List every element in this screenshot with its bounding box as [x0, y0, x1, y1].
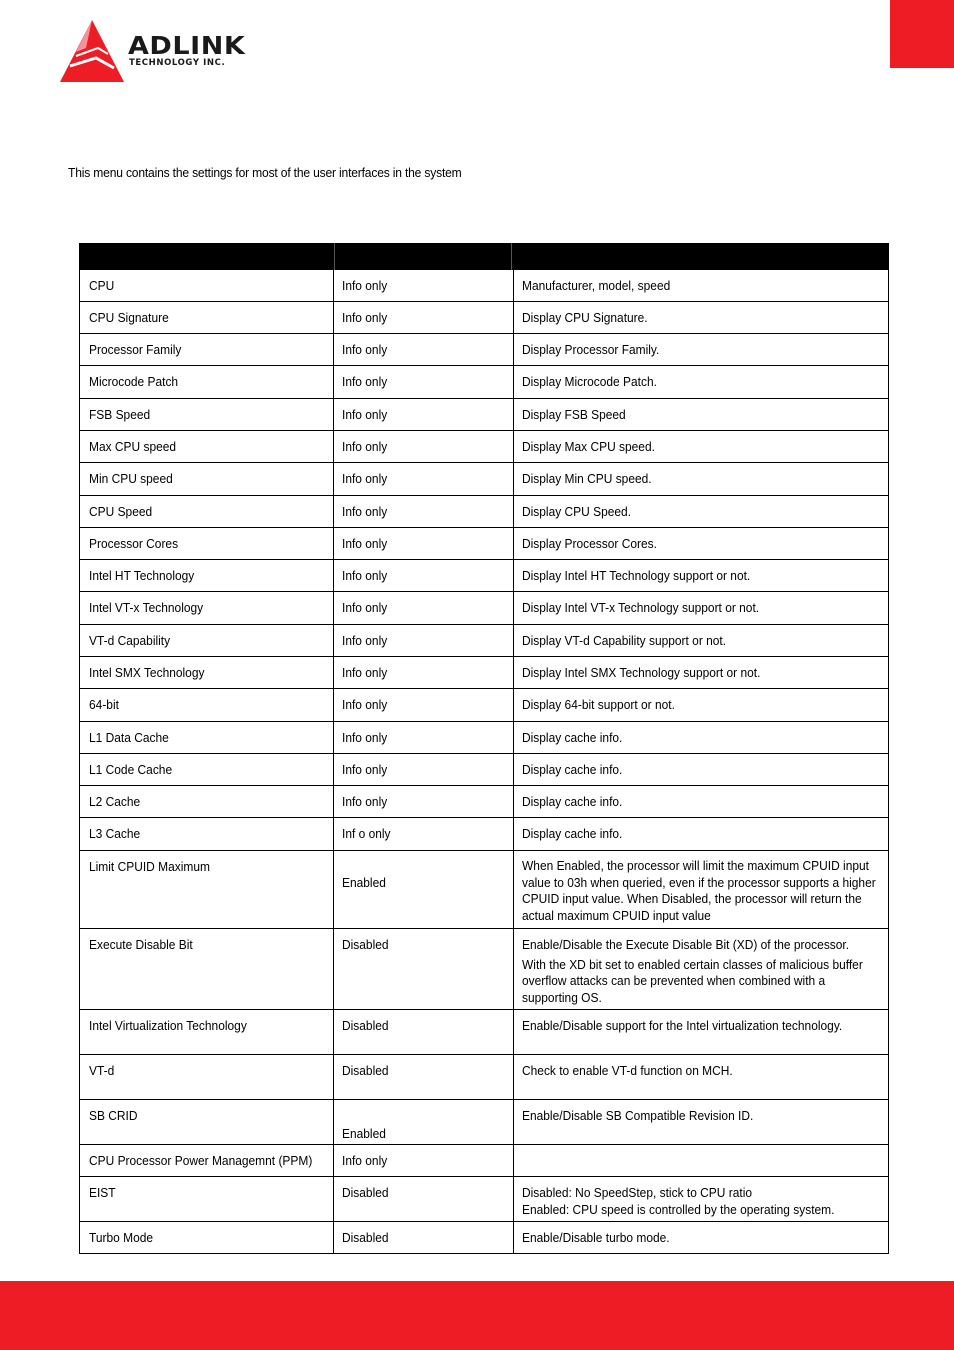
- feature-cell: [80, 689, 334, 721]
- feature-cell-text: L1 Code Cache: [89, 762, 173, 777]
- option-cell: [334, 334, 514, 365]
- intro-text: This menu contains the settings for most of the user interfaces in the system: [68, 165, 462, 180]
- table-row: [80, 334, 888, 366]
- feature-cell: [80, 722, 334, 753]
- description-cell-text: Display CPU Speed.: [522, 504, 632, 519]
- feature-cell: [80, 1145, 334, 1176]
- description-cell: [514, 754, 888, 785]
- feature-cell-text: Intel HT Technology: [89, 568, 195, 583]
- description-cell-text: Manufacturer, model, speed: [522, 278, 671, 293]
- description-cell: [514, 1177, 888, 1221]
- description-cell-text: Display VT-d Capability support or not.: [522, 633, 727, 648]
- description-cell: [514, 786, 888, 817]
- option-cell: [334, 270, 514, 301]
- option-cell-text: Disabled: [342, 937, 389, 952]
- description-cell-text: Display Intel HT Technology support or not.: [522, 568, 751, 583]
- description-cell-text: Display Intel VT-x Technology support or not.: [522, 600, 760, 615]
- option-cell-text: Enabled: [342, 1126, 386, 1141]
- header-cell-description: [512, 243, 888, 270]
- description-cell: [514, 592, 888, 624]
- description-cell: [514, 657, 888, 688]
- table-row: [80, 496, 888, 528]
- description-cell-text: Display CPU Signature.: [522, 310, 648, 325]
- table-row: [80, 1010, 888, 1055]
- feature-cell-text: EIST: [89, 1185, 116, 1200]
- option-cell: [334, 1177, 514, 1221]
- table-row: [80, 1055, 888, 1100]
- logo-subtitle: TECHNOLOGY INC.: [129, 58, 226, 68]
- option-cell: [334, 818, 514, 850]
- description-cell-text-2: With the XD bit set to enabled certain classes of malicious buffer overflow attacks can be prevented when combined with a supporting OS.: [522, 956, 863, 1005]
- option-cell: [334, 851, 514, 928]
- description-cell: [514, 496, 888, 527]
- feature-cell: [80, 1100, 334, 1144]
- option-cell: [334, 592, 514, 624]
- description-cell: [514, 851, 888, 928]
- table-header-row: [80, 243, 888, 270]
- description-cell: [514, 560, 888, 591]
- description-cell-text: Display cache info.: [522, 826, 623, 841]
- feature-cell-text: VT-d: [89, 1063, 115, 1078]
- table-row: [80, 431, 888, 463]
- description-cell: [514, 929, 888, 1009]
- table-body: [80, 270, 888, 1254]
- option-cell-text: Disabled: [342, 1063, 389, 1078]
- table-row: [80, 302, 888, 334]
- option-cell: [334, 689, 514, 721]
- feature-cell: [80, 1010, 334, 1054]
- option-cell: [334, 496, 514, 527]
- option-cell: [334, 463, 514, 495]
- logo-triangle-icon: [56, 18, 126, 86]
- logo-wordmark: ADLINK: [128, 31, 246, 60]
- table-row: [80, 786, 888, 818]
- table-row: [80, 1177, 888, 1222]
- option-cell-text: Info only: [342, 1153, 388, 1168]
- option-cell: [334, 1055, 514, 1099]
- table-row: [80, 929, 888, 1010]
- option-cell: [334, 786, 514, 817]
- header-cell-feature: [80, 243, 335, 270]
- feature-cell-text: FSB Speed: [89, 407, 151, 422]
- feature-cell-text: SB CRID: [89, 1108, 138, 1123]
- option-cell-text: Info only: [342, 633, 388, 648]
- corner-tab: [890, 0, 954, 68]
- description-cell: [514, 399, 888, 430]
- description-cell-text: Display Intel SMX Technology support or not.: [522, 665, 761, 680]
- description-cell-text: Check to enable VT-d function on MCH.: [522, 1063, 733, 1078]
- option-cell: [334, 560, 514, 591]
- table-row: [80, 722, 888, 754]
- table-row: [80, 528, 888, 560]
- description-cell-text: Display Microcode Patch.: [522, 374, 657, 389]
- table-row: [80, 657, 888, 689]
- option-cell-text: Info only: [342, 342, 388, 357]
- description-cell: [514, 625, 888, 656]
- option-cell: [334, 302, 514, 333]
- table-row: [80, 399, 888, 431]
- option-cell: [334, 1145, 514, 1176]
- feature-cell: [80, 818, 334, 850]
- table-row: [80, 1100, 888, 1145]
- description-cell-text: When Enabled, the processor will limit the maximum CPUID input value to 03h when queried, even if the processor supports a higher CPUID input value. When Disabled, the processor will return the actual maximum CPUID input value: [522, 858, 876, 923]
- table-row: [80, 754, 888, 786]
- description-cell: [514, 818, 888, 850]
- option-cell-text: Info only: [342, 536, 388, 551]
- option-cell: [334, 1010, 514, 1054]
- option-cell: [334, 754, 514, 785]
- option-cell-text: Info only: [342, 278, 388, 293]
- option-cell: [334, 399, 514, 430]
- adlink-logo: [56, 18, 276, 88]
- option-cell-text: Disabled: [342, 1230, 389, 1245]
- feature-cell: [80, 399, 334, 430]
- description-cell: [514, 302, 888, 333]
- option-cell-text: Info only: [342, 665, 388, 680]
- settings-table: [79, 243, 889, 1254]
- option-cell-text: Info only: [342, 697, 388, 712]
- option-cell: [334, 625, 514, 656]
- feature-cell: [80, 851, 334, 928]
- description-cell-text: Enable/Disable the Execute Disable Bit (XD) of the processor.: [522, 937, 850, 952]
- feature-cell: [80, 1055, 334, 1099]
- table-row: [80, 1222, 888, 1254]
- feature-cell-text: L3 Cache: [89, 826, 141, 841]
- description-cell: [514, 1055, 888, 1099]
- description-cell: [514, 1100, 888, 1144]
- option-cell-text: Disabled: [342, 1018, 389, 1033]
- option-cell: [334, 722, 514, 753]
- feature-cell-text: Intel Virtualization Technology: [89, 1018, 247, 1033]
- feature-cell-text: Intel VT-x Technology: [89, 600, 204, 615]
- feature-cell: [80, 270, 334, 301]
- description-cell-text: Display Max CPU speed.: [522, 439, 655, 454]
- feature-cell: [80, 754, 334, 785]
- description-cell-text: Display Min CPU speed.: [522, 471, 652, 486]
- description-cell-text: Display cache info.: [522, 730, 623, 745]
- description-cell-text: Display 64-bit support or not.: [522, 697, 675, 712]
- option-cell-text: Info only: [342, 730, 388, 745]
- feature-cell-text: CPU: [89, 278, 115, 293]
- header-cell-option: [335, 243, 512, 270]
- option-cell: [334, 366, 514, 398]
- feature-cell-text: CPU Speed: [89, 504, 153, 519]
- description-cell: [514, 1222, 888, 1253]
- description-cell: [514, 528, 888, 559]
- option-cell-text: Info only: [342, 439, 388, 454]
- option-cell-text: Info only: [342, 568, 388, 583]
- option-cell-text: Info only: [342, 310, 388, 325]
- feature-cell-text: L1 Data Cache: [89, 730, 169, 745]
- option-cell-text: Info only: [342, 374, 388, 389]
- option-cell: [334, 929, 514, 1009]
- feature-cell: [80, 496, 334, 527]
- option-cell: [334, 1222, 514, 1253]
- feature-cell: [80, 592, 334, 624]
- table-row: [80, 818, 888, 851]
- feature-cell-text: Max CPU speed: [89, 439, 177, 454]
- feature-cell-text: Processor Family: [89, 342, 182, 357]
- description-cell-text: Enable/Disable turbo mode.: [522, 1230, 670, 1245]
- option-cell: [334, 528, 514, 559]
- table-row: [80, 366, 888, 399]
- feature-cell: [80, 929, 334, 1009]
- option-cell-text: Info only: [342, 600, 388, 615]
- description-cell-text: Enable/Disable SB Compatible Revision ID.: [522, 1108, 754, 1123]
- feature-cell: [80, 366, 334, 398]
- feature-cell-text: Processor Cores: [89, 536, 179, 551]
- description-cell-text: Display Processor Family.: [522, 342, 660, 357]
- description-cell-text: Display FSB Speed: [522, 407, 626, 422]
- option-cell: [334, 657, 514, 688]
- table-row: [80, 592, 888, 625]
- description-cell: [514, 1010, 888, 1054]
- option-cell: [334, 431, 514, 462]
- feature-cell: [80, 786, 334, 817]
- table-row: [80, 851, 888, 929]
- table-row: [80, 463, 888, 496]
- option-cell-text: Inf o only: [342, 826, 391, 841]
- description-cell-text: Display cache info.: [522, 794, 623, 809]
- table-row: [80, 1145, 888, 1177]
- feature-cell-text: Min CPU speed: [89, 471, 173, 486]
- feature-cell: [80, 431, 334, 462]
- table-row: [80, 625, 888, 657]
- table-row: [80, 270, 888, 302]
- feature-cell-text: L2 Cache: [89, 794, 141, 809]
- description-cell: [514, 722, 888, 753]
- feature-cell: [80, 302, 334, 333]
- description-cell: [514, 463, 888, 495]
- feature-cell-text: Limit CPUID Maximum: [89, 859, 210, 874]
- description-cell: [514, 366, 888, 398]
- feature-cell: [80, 334, 334, 365]
- description-cell: [514, 270, 888, 301]
- description-cell: [514, 689, 888, 721]
- feature-cell: [80, 625, 334, 656]
- feature-cell-text: Turbo Mode: [89, 1230, 154, 1245]
- description-cell: [514, 1145, 888, 1176]
- feature-cell: [80, 463, 334, 495]
- description-cell: [514, 334, 888, 365]
- description-cell-text: Display Processor Cores.: [522, 536, 657, 551]
- feature-cell-text: 64-bit: [89, 697, 119, 712]
- option-cell-text: Info only: [342, 504, 388, 519]
- footer-band: [0, 1281, 954, 1350]
- feature-cell-text: CPU Signature: [89, 310, 169, 325]
- description-cell-text: Display cache info.: [522, 762, 623, 777]
- option-cell-text: Disabled: [342, 1185, 389, 1200]
- option-cell-text: Info only: [342, 471, 388, 486]
- feature-cell-text: Intel SMX Technology: [89, 665, 205, 680]
- description-cell-text-2: Enabled: CPU speed is controlled by the operating system.: [522, 1201, 835, 1217]
- feature-cell-text: Microcode Patch: [89, 374, 179, 389]
- table-row: [80, 560, 888, 592]
- table-row: [80, 689, 888, 722]
- feature-cell-text: Execute Disable Bit: [89, 937, 193, 952]
- description-cell-text: Disabled: No SpeedStep, stick to CPU ratio: [522, 1185, 753, 1200]
- feature-cell: [80, 657, 334, 688]
- feature-cell-text: VT-d Capability: [89, 633, 171, 648]
- option-cell-text: Info only: [342, 407, 388, 422]
- description-cell-text: Enable/Disable support for the Intel virtualization technology.: [522, 1018, 843, 1033]
- feature-cell: [80, 1222, 334, 1253]
- feature-cell-text: CPU Processor Power Managemnt (PPM): [89, 1153, 313, 1168]
- option-cell: [334, 1100, 514, 1144]
- feature-cell: [80, 560, 334, 591]
- feature-cell: [80, 528, 334, 559]
- option-cell-text: Enabled: [342, 875, 386, 890]
- option-cell-text: Info only: [342, 794, 388, 809]
- option-cell-text: Info only: [342, 762, 388, 777]
- description-cell: [514, 431, 888, 462]
- feature-cell: [80, 1177, 334, 1221]
